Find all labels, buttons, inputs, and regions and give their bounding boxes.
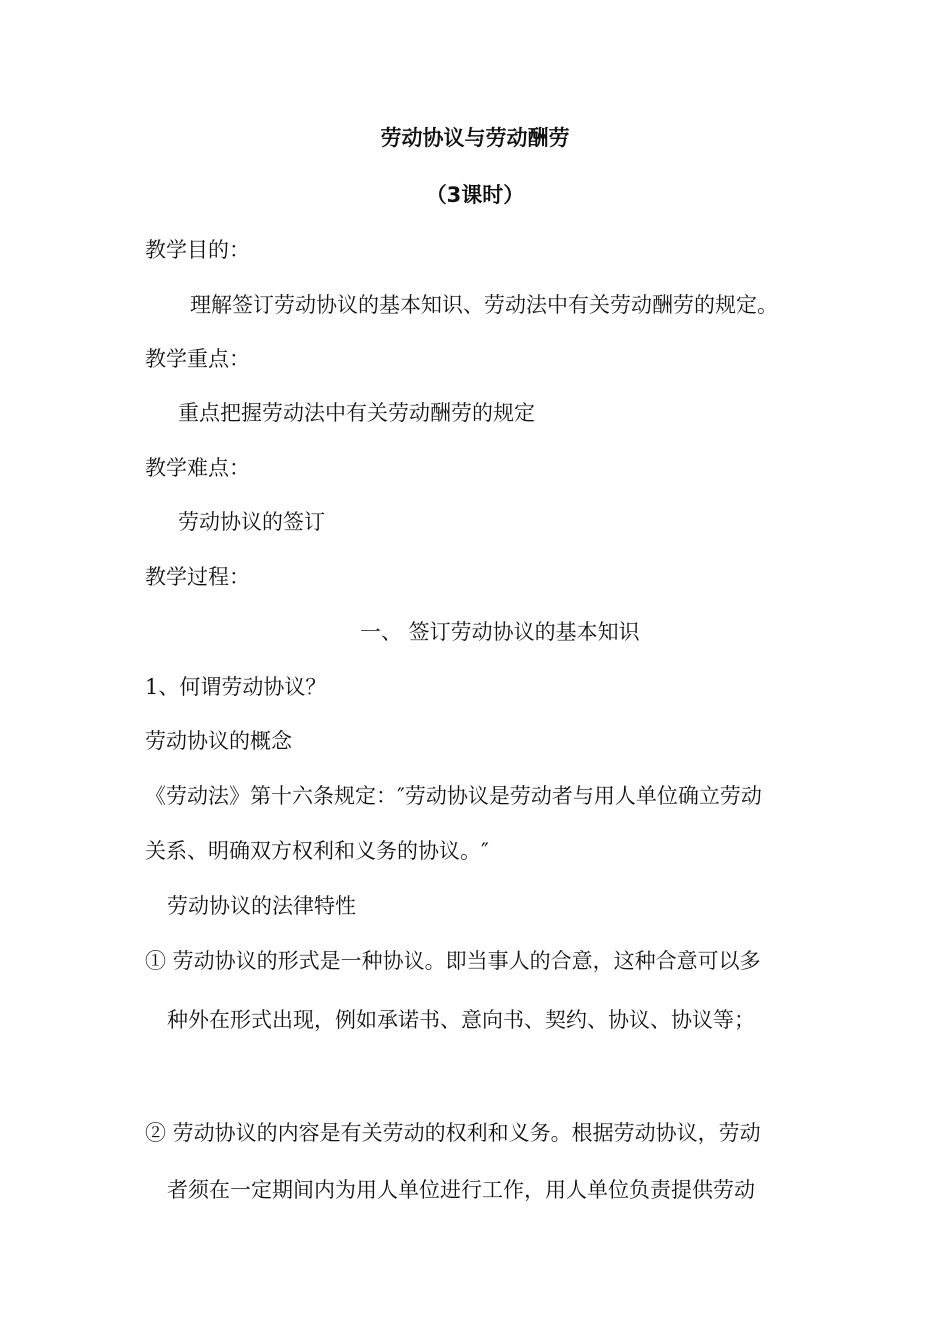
key-point-heading: 教学重点： — [145, 347, 250, 371]
difficulty-text: 劳动协议的签订 — [178, 510, 325, 534]
concept-heading: 劳动协议的概念 — [145, 729, 292, 753]
features-heading: 劳动协议的法律特性 — [167, 894, 356, 918]
law-definition-line: 关系、明确双方权利和义务的协议。″ — [145, 839, 489, 863]
feature-paragraph-line: 者须在一定期间内为用人单位进行工作，用人单位负责提供劳动 — [167, 1178, 755, 1202]
feature-paragraph-line: ① 劳动协议的形式是一种协议。即当事人的合意，这种合意可以多 — [145, 949, 761, 973]
law-definition-line: 《劳动法》第十六条规定：″劳动协议是劳动者与用人单位确立劳动 — [145, 784, 762, 808]
section-heading: 一、 签订劳动协议的基本知识 — [360, 620, 640, 644]
document-subtitle: （3课时） — [425, 183, 525, 207]
process-heading: 教学过程： — [145, 565, 250, 589]
feature-paragraph-line: 种外在形式出现，例如承诺书、意向书、契约、协议、协议等； — [167, 1008, 755, 1032]
document-title: 劳动协议与劳动酬劳 — [380, 126, 570, 150]
question-heading: 1、何谓劳动协议？ — [145, 675, 327, 699]
feature-paragraph-line: ② 劳动协议的内容是有关劳动的权利和义务。根据劳动协议，劳动 — [145, 1121, 761, 1145]
key-point-text: 重点把握劳动法中有关劳动酬劳的规定 — [178, 401, 535, 425]
objective-heading: 教学目的： — [145, 238, 250, 262]
difficulty-heading: 教学难点： — [145, 456, 250, 480]
objective-text: 理解签订劳动协议的基本知识、劳动法中有关劳动酬劳的规定。 — [190, 293, 778, 317]
